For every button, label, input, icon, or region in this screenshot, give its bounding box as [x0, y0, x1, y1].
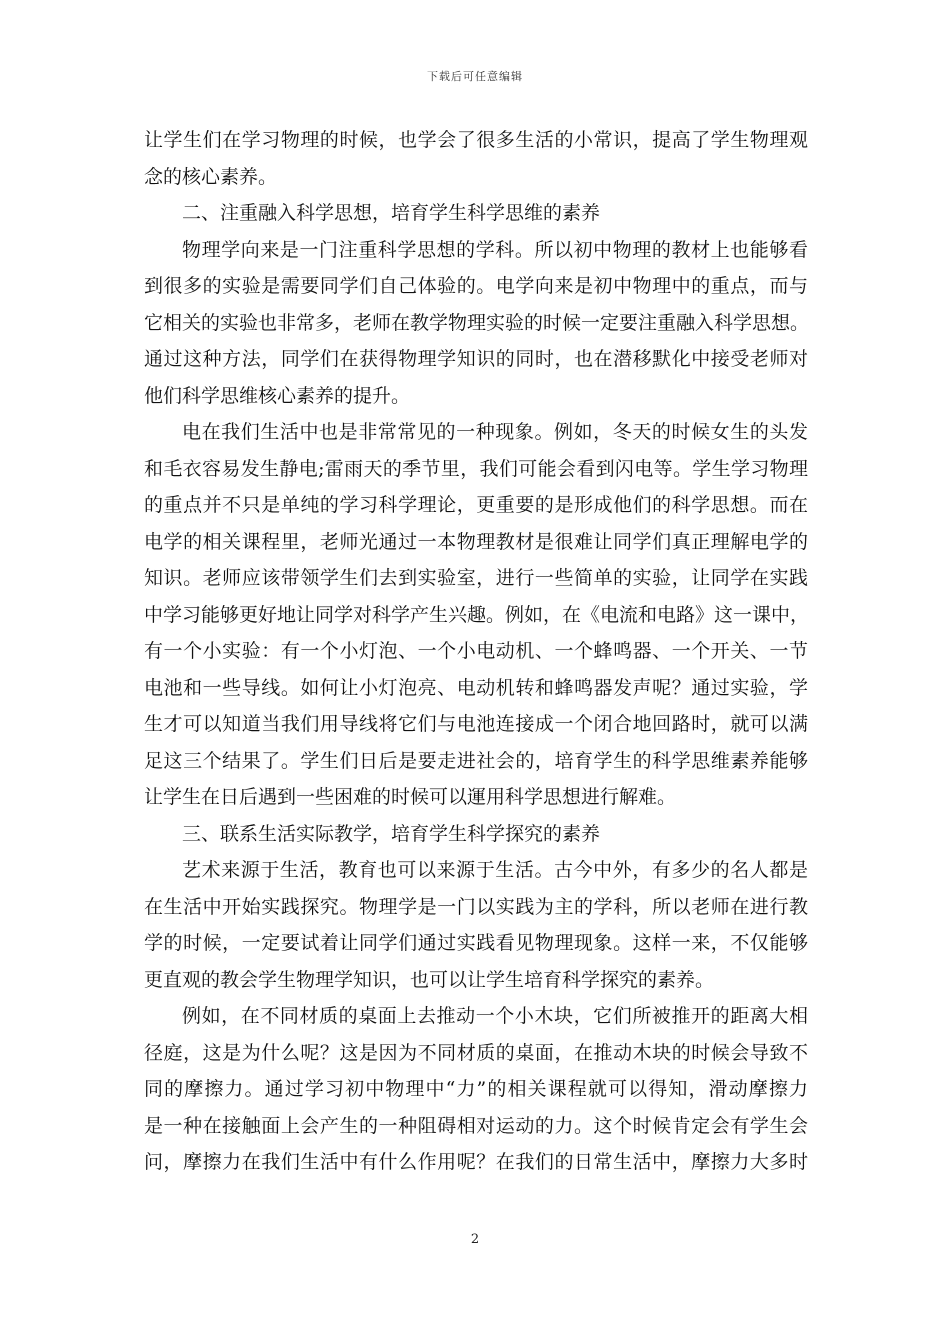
text-line: 有一个小实验：有一个小灯泡、一个小电动机、一个蜂鸣器、一个开关、一节 [144, 640, 808, 662]
text-line: 学的时候，一定要试着让同学们通过实践看见物理现象。这样一来，不仅能够 [144, 932, 808, 954]
text-line: 更直观的教会学生物理学知识，也可以让学生培育科学探究的素养。 [144, 968, 715, 991]
text-line: 知识。老师应该带领学生们去到实验室，进行一些简单的实验，让同学在实践 [144, 567, 808, 589]
text-line: 物理学向来是一门注重科学思想的学科。所以初中物理的教材上也能够看 [182, 238, 808, 261]
text-line: 它相关的实验也非常多，老师在教学物理实验的时候一定要注重融入科学思想。 [144, 311, 810, 334]
page-header: 下载后可任意编辑 [427, 70, 523, 83]
text-line: 例如，在不同材质的桌面上去推动一个小木块，它们所被推开的距离大相 [182, 1005, 808, 1027]
text-line: 的重点并不只是单纯的学习科学理论，更重要的是形成他们的科学思想。而在 [144, 494, 808, 516]
text-line: 三、联系生活实际教学，培育学生科学探究的素养 [182, 822, 601, 845]
text-line: 通过这种方法，同学们在获得物理学知识的同时，也在潜移默化中接受老师对 [144, 348, 808, 370]
text-line: 让学生在日后遇到一些困难的时候可以運用科学思想进行解难。 [144, 786, 677, 808]
text-line: 和毛衣容易发生静电;雷雨天的季节里，我们可能会看到闪电等。学生学习物理 [144, 457, 808, 480]
text-line: 到很多的实验是需要同学们自己体验的。电学向来是初中物理中的重点，而与 [144, 275, 808, 297]
text-line: 让学生们在学习物理的时候，也学会了很多生活的小常识，提高了学生物理观 [144, 129, 808, 151]
text-line: 问，摩擦力在我们生活中有什么作用呢？在我们的日常生活中，摩擦力大多时 [144, 1151, 808, 1173]
text-line: 中学习能够更好地让同学对科学产生兴趣。例如，在《电流和电路》这一课中， [144, 603, 810, 626]
document-body [144, 122, 808, 1181]
text-line: 电学的相关课程里，老师光通过一本物理教材是很难让同学们真正理解电学的 [144, 530, 808, 553]
text-line: 艺术来源于生活，教育也可以来源于生活。古今中外，有多少的名人都是 [182, 859, 808, 881]
text-line: 足这三个结果了。学生们日后是要走进社会的，培育学生的科学思维素养能够 [144, 749, 808, 772]
text-line: 是一种在接触面上会产生的一种阻碍相对运动的力。这个时候肯定会有学生会 [144, 1114, 808, 1137]
text-line: 他们科学思维核心素养的提升。 [144, 384, 411, 407]
text-line: 电池和一些导线。如何让小灯泡亮、电动机转和蜂鸣器发声呢？通过实验，学 [144, 676, 808, 699]
text-line: 二、注重融入科学思想，培育学生科学思维的素养 [182, 202, 601, 224]
text-line: 径庭，这是为什么呢？这是因为不同材质的桌面，在推动木块的时候会导致不 [144, 1041, 808, 1064]
text-line: 电在我们生活中也是非常常见的一种现象。例如，冬天的时候女生的头发 [182, 421, 808, 443]
text-line: 同的摩擦力。通过学习初中物理中“力”的相关课程就可以得知，滑动摩擦力 [144, 1078, 808, 1100]
text-line: 生才可以知道当我们用导线将它们与电池连接成一个闭合地回路时，就可以满 [144, 713, 808, 735]
text-line: 念的核心素养。 [144, 165, 278, 188]
text-line: 在生活中开始实践探究。物理学是一门以实践为主的学科，所以老师在进行教 [144, 895, 808, 918]
page-number: 2 [470, 1232, 480, 1247]
